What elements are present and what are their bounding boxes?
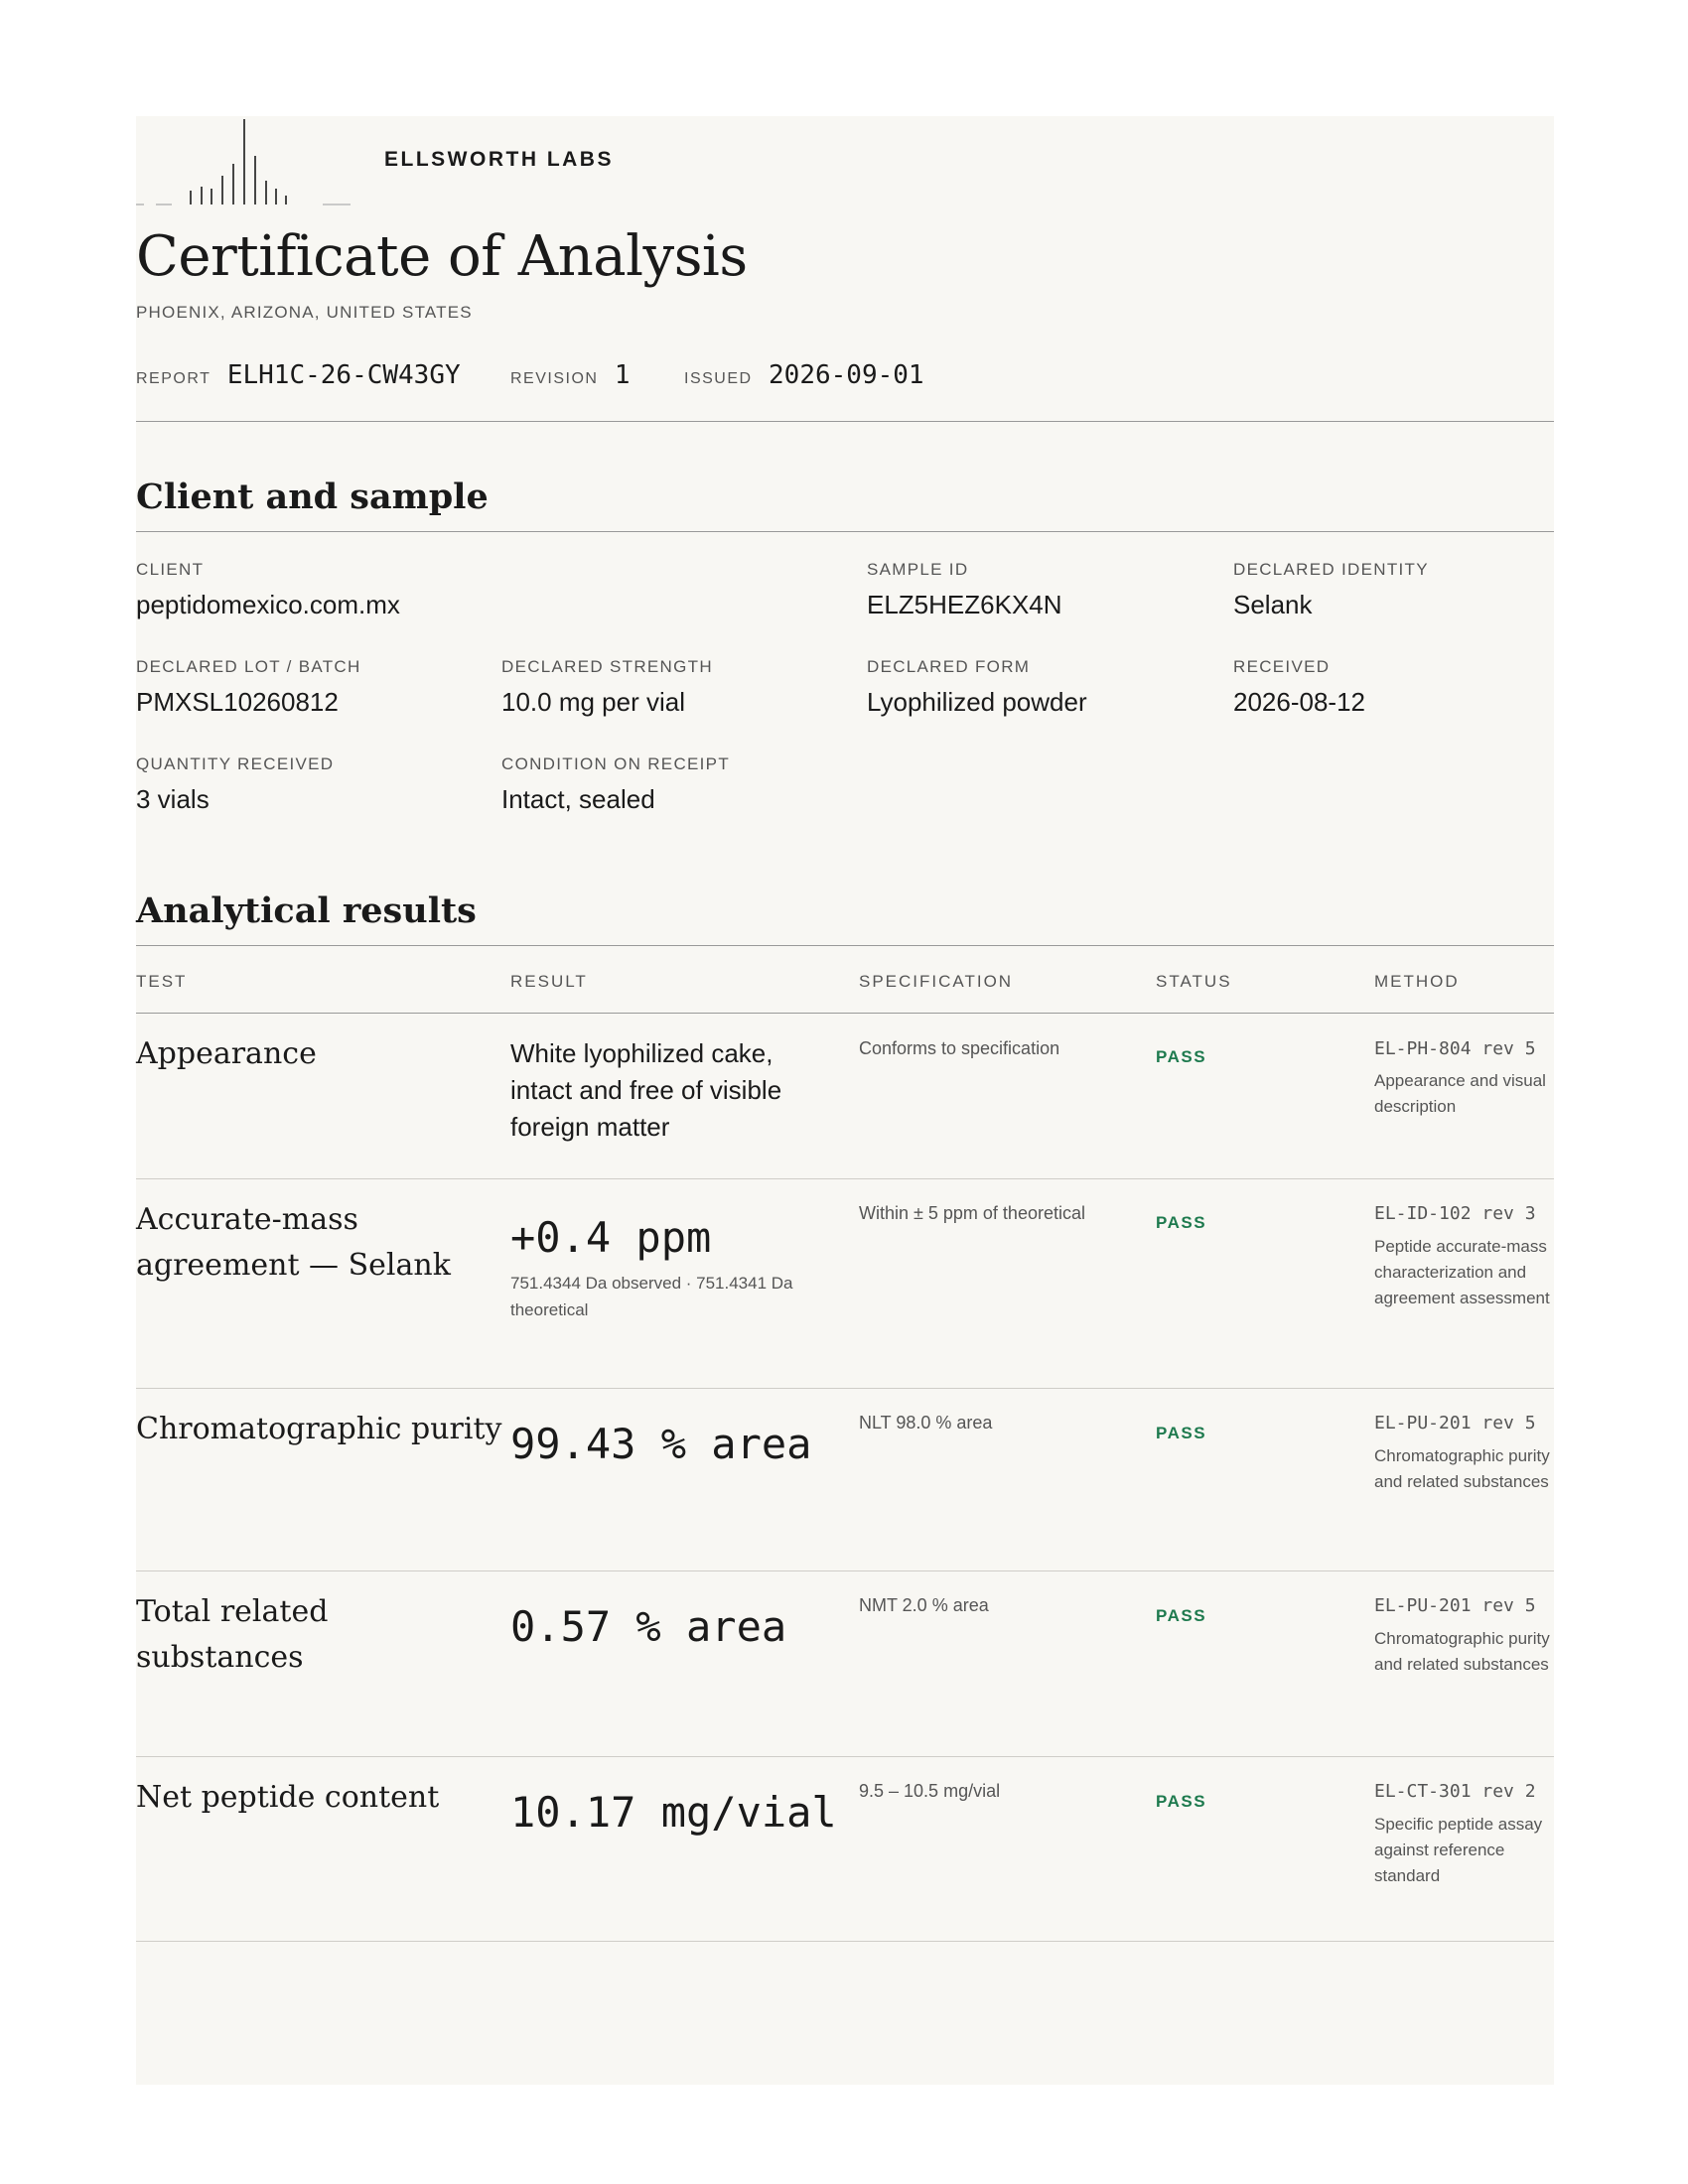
issued-date: 2026-09-01	[769, 360, 924, 390]
table-row	[136, 1179, 1554, 1388]
result-value: 0.57 % area	[510, 1602, 787, 1651]
specification: Conforms to specification	[859, 1038, 1060, 1058]
revision-number: 1	[614, 360, 631, 390]
status-badge: PASS	[1156, 1424, 1207, 1442]
lab-logo	[136, 116, 364, 207]
field-label-client: CLIENT	[136, 560, 205, 579]
table-row	[136, 1571, 1554, 1756]
table-row	[136, 1389, 1554, 1570]
table-row	[136, 1757, 1554, 1941]
field-label-condition: CONDITION ON RECEIPT	[501, 754, 731, 773]
result-value: 10.17 mg/vial	[510, 1788, 837, 1837]
certificate-sheet	[136, 116, 1554, 2085]
method-description: Chromatographic purity and related substances	[1374, 1629, 1550, 1674]
report-meta	[136, 360, 461, 390]
field-label-sample-id: SAMPLE ID	[867, 560, 969, 579]
result-value: +0.4 ppm	[510, 1213, 712, 1262]
method-code: EL-ID-102 rev 3	[1374, 1203, 1536, 1224]
method-description: Chromatographic purity and related substances	[1374, 1446, 1550, 1491]
field-value-condition: Intact, sealed	[501, 784, 655, 814]
method-code: EL-PU-201 rev 5	[1374, 1595, 1536, 1616]
method-description: Appearance and visual description	[1374, 1071, 1546, 1116]
section-heading-results: Analytical results	[136, 890, 477, 931]
header-divider	[136, 421, 1554, 422]
field-label-declared-identity: DECLARED IDENTITY	[1233, 560, 1429, 579]
status-badge: PASS	[1156, 1606, 1207, 1625]
field-value-form: Lyophilized powder	[867, 687, 1087, 717]
method-code: EL-PU-201 rev 5	[1374, 1413, 1536, 1433]
test-name: Appearance	[136, 1036, 317, 1071]
lab-location: PHOENIX, ARIZONA, UNITED STATES	[136, 303, 473, 322]
issued-meta	[684, 360, 924, 390]
column-header-method: METHOD	[1374, 972, 1460, 991]
revision-label: REVISION	[510, 370, 599, 387]
test-name: Total related substances	[136, 1594, 329, 1675]
test-name: Net peptide content	[136, 1780, 440, 1815]
client-section-divider	[136, 531, 1554, 532]
field-label-lot: DECLARED LOT / BATCH	[136, 657, 361, 676]
revision-meta	[510, 360, 631, 390]
status-badge: PASS	[1156, 1792, 1207, 1811]
status-badge: PASS	[1156, 1213, 1207, 1232]
table-row	[136, 1014, 1554, 1178]
column-header-result: RESULT	[510, 972, 588, 991]
row-divider	[136, 1941, 1554, 1942]
field-label-quantity: QUANTITY RECEIVED	[136, 754, 335, 773]
result-value: White lyophilized cake, intact and free of visible foreign matter	[510, 1038, 782, 1142]
results-section-divider	[136, 945, 1554, 946]
specification: NMT 2.0 % area	[859, 1595, 989, 1615]
field-label-received: RECEIVED	[1233, 657, 1331, 676]
specification: NLT 98.0 % area	[859, 1413, 993, 1433]
method-description: Peptide accurate-mass characterization and agreement assessment	[1374, 1237, 1550, 1307]
method-code: EL-CT-301 rev 2	[1374, 1781, 1536, 1802]
field-label-form: DECLARED FORM	[867, 657, 1031, 676]
test-name: Chromatographic purity	[136, 1412, 502, 1446]
result-note: 751.4344 Da observed · 751.4341 Da theoretical	[510, 1274, 793, 1319]
field-value-received: 2026-08-12	[1233, 687, 1365, 717]
specification: 9.5 – 10.5 mg/vial	[859, 1781, 1001, 1801]
field-value-sample-id: ELZ5HEZ6KX4N	[867, 590, 1062, 619]
field-value-quantity: 3 vials	[136, 784, 210, 814]
lab-name: ELLSWORTH LABS	[384, 148, 614, 171]
field-value-client: peptidomexico.com.mx	[136, 590, 400, 619]
status-badge: PASS	[1156, 1047, 1207, 1066]
field-label-strength: DECLARED STRENGTH	[501, 657, 713, 676]
specification: Within ± 5 ppm of theoretical	[859, 1203, 1085, 1223]
column-header-test: TEST	[136, 972, 188, 991]
field-value-lot: PMXSL10260812	[136, 687, 339, 717]
column-header-specification: SPECIFICATION	[859, 972, 1014, 991]
report-id: ELH1C-26-CW43GY	[226, 360, 461, 390]
method-description: Specific peptide assay against reference standard	[1374, 1815, 1543, 1885]
result-value: 99.43 % area	[510, 1420, 812, 1468]
field-value-declared-identity: Selank	[1233, 590, 1313, 619]
document-title: Certificate of Analysis	[136, 224, 748, 289]
test-name: Accurate-mass agreement — Selank	[136, 1202, 451, 1283]
issued-label: ISSUED	[684, 370, 753, 387]
section-heading-client: Client and sample	[136, 477, 489, 517]
column-header-status: STATUS	[1156, 972, 1232, 991]
method-code: EL-PH-804 rev 5	[1374, 1038, 1536, 1059]
report-label: REPORT	[136, 370, 211, 387]
field-value-strength: 10.0 mg per vial	[501, 687, 685, 717]
